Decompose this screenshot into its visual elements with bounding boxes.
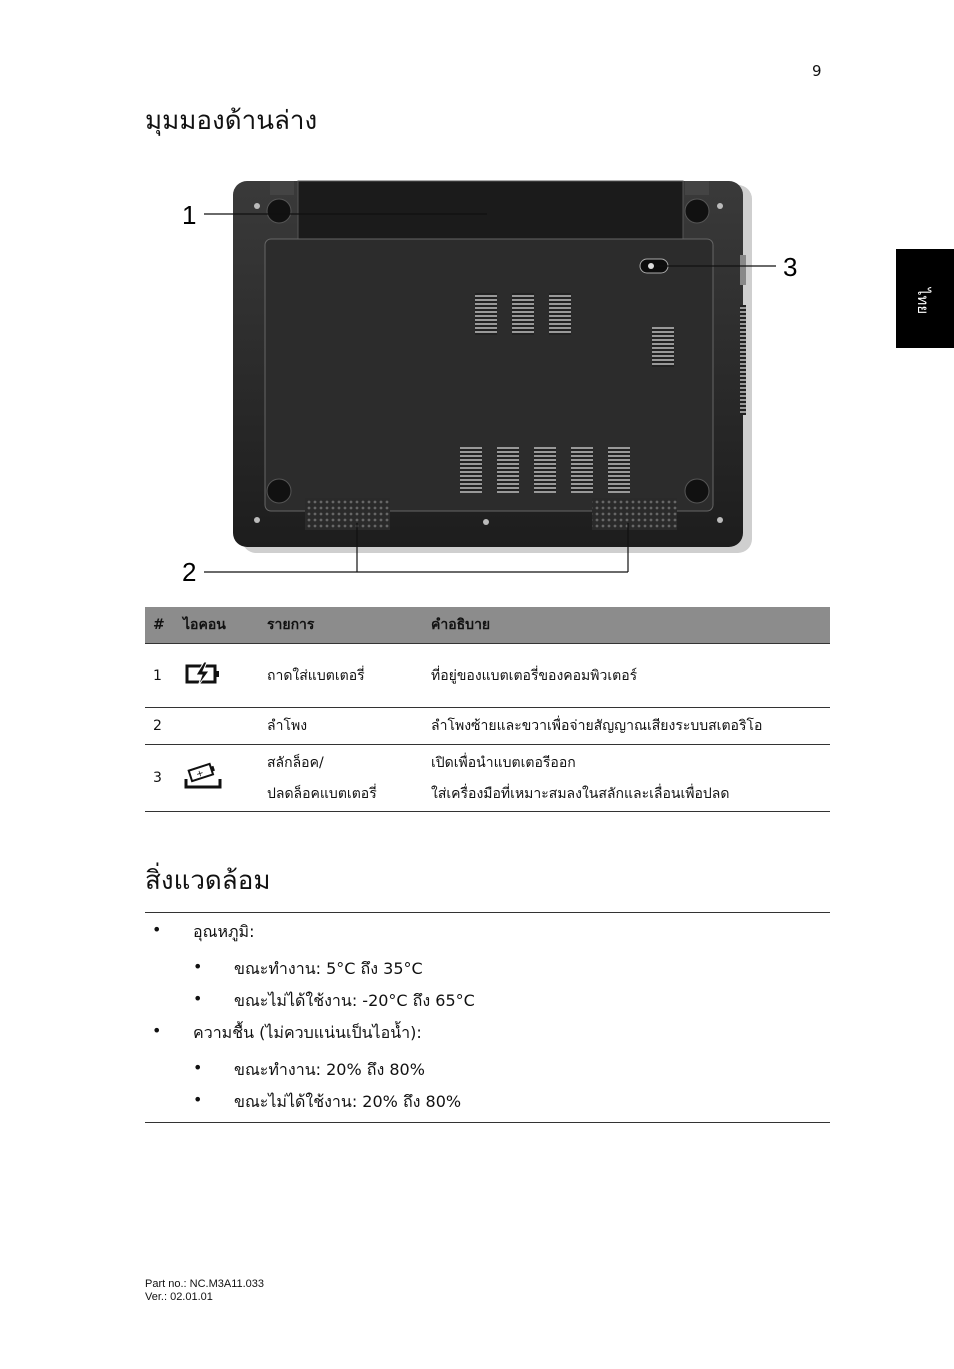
item-description: ลำโพงซ้ายและขวาเพื่อจ่ายสัญญาณเสียงระบบสเตอริโอ [423, 708, 830, 745]
callout-2: 2 [182, 557, 197, 585]
list-subitem: ขณะทำงาน: 5°C ถึง 35°C [234, 959, 423, 978]
item-description [423, 745, 830, 812]
item-name-line1: สลักล็อค/ [267, 754, 324, 771]
bullet-icon: • [193, 989, 203, 1008]
row-number: 3 [145, 745, 175, 812]
item-description-line1: เปิดเพื่อนำแบตเตอรีออก [431, 754, 576, 771]
table-header-row [145, 607, 830, 644]
bullet-icon: • [193, 1090, 203, 1109]
bullet-icon: • [152, 920, 162, 939]
version: Ver.: 02.01.01 [145, 1291, 213, 1303]
item-description-line2: ใส่เครื่องมือที่เหมาะสมลงในสลักและเลื่อนเพื่อปลด [431, 785, 730, 802]
list-subitem: ขณะไม่ได้ใช้งาน: -20°C ถึง 65°C [234, 991, 475, 1010]
language-tab-label: ไทย [914, 287, 933, 315]
footer [145, 1278, 264, 1304]
col-description: คำอธิบาย [423, 607, 830, 644]
svg-text:+: + [195, 768, 206, 781]
item-name-line2: ปลดล็อคแบตเตอรี่ [267, 785, 377, 802]
callout-3: 3 [783, 252, 798, 282]
battery-charging-icon [175, 644, 259, 708]
list-subitem: ขณะไม่ได้ใช้งาน: 20% ถึง 80% [234, 1092, 462, 1111]
section-title-environment: สิ่งแวดล้อม [145, 866, 271, 896]
bullet-icon: • [193, 1058, 203, 1077]
icon-cell-empty [175, 708, 259, 745]
table-row [145, 644, 830, 708]
col-icon: ไอคอน [175, 607, 259, 644]
list-item: ความชื้น (ไม่ควบแน่นเป็นไอน้ำ): [193, 1023, 422, 1042]
divider [145, 1122, 830, 1123]
divider [145, 912, 830, 913]
item-description: ที่อยู่ของแบตเตอรี่ของคอมพิวเตอร์ [423, 644, 830, 708]
section-title-bottom-view: มุมมองด้านล่าง [145, 106, 318, 136]
bullet-icon: • [193, 957, 203, 976]
page-number: 9 [812, 62, 822, 80]
col-number: # [145, 607, 175, 644]
row-number: 1 [145, 644, 175, 708]
laptop-bottom-view-figure [180, 175, 810, 585]
table-row [145, 708, 830, 745]
list-subitem: ขณะทำงาน: 20% ถึง 80% [234, 1060, 425, 1079]
component-table [145, 607, 830, 812]
col-item: รายการ [259, 607, 423, 644]
item-name: ลำโพง [259, 708, 423, 745]
battery-release-icon [175, 745, 259, 812]
table-row [145, 745, 830, 812]
item-name [259, 745, 423, 812]
list-item: อุณหภูมิ: [193, 922, 255, 941]
item-name: ถาดใส่แบตเตอรี่ [259, 644, 423, 708]
part-number: Part no.: NC.M3A11.033 [145, 1278, 265, 1290]
bullet-icon: • [152, 1021, 162, 1040]
callout-1: 1 [182, 200, 197, 230]
row-number: 2 [145, 708, 175, 745]
language-tab [896, 249, 954, 348]
